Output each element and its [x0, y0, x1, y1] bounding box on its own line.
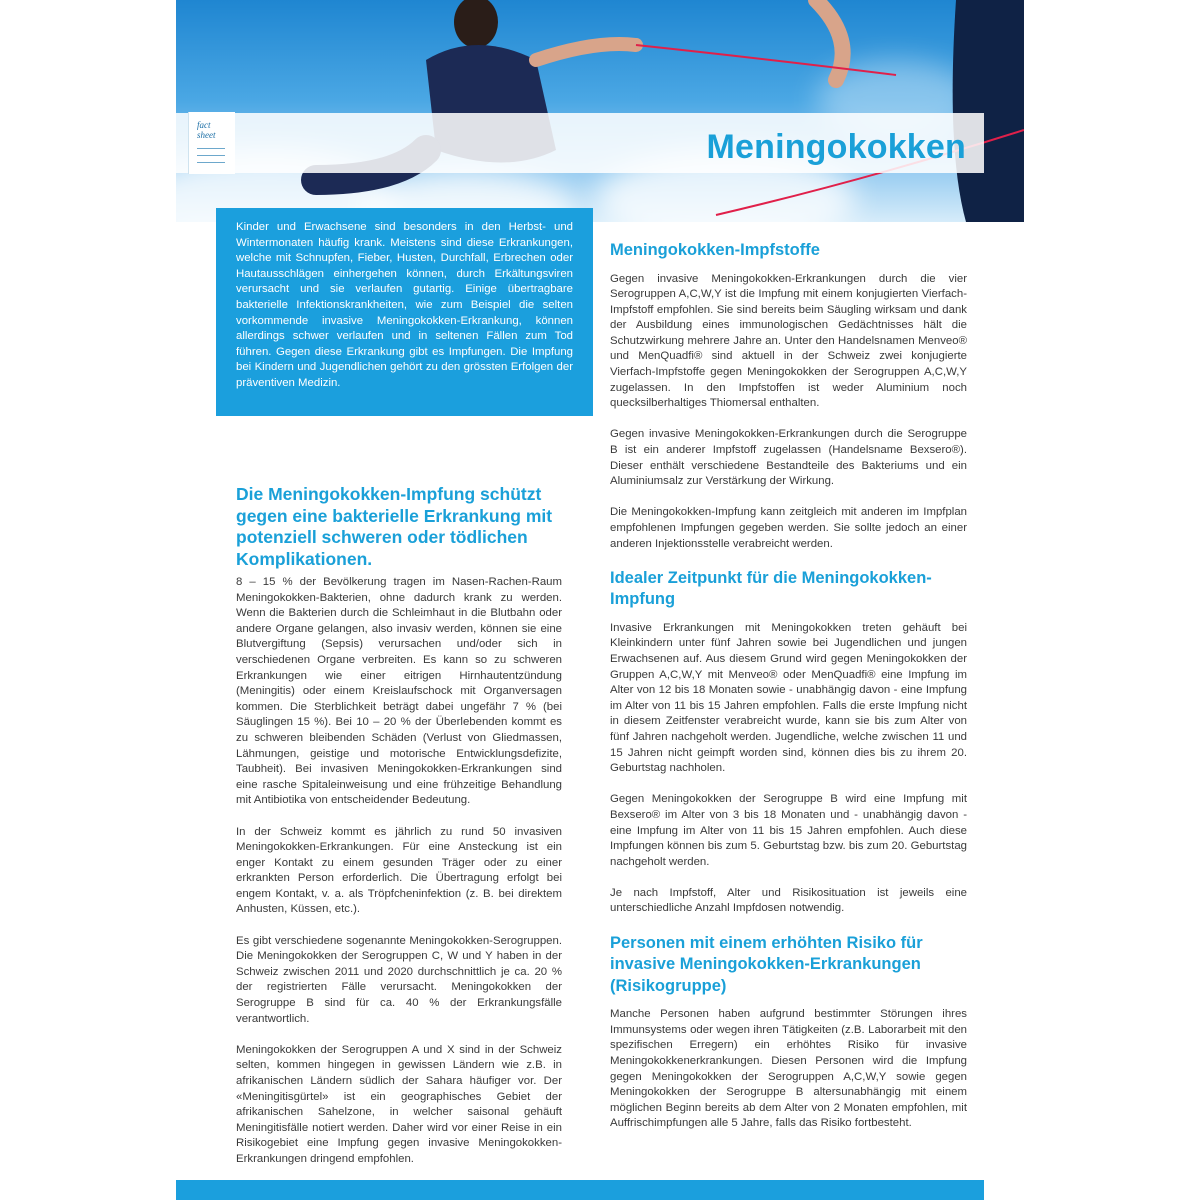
factsheet-word-fact: fact	[197, 120, 211, 130]
jump-rope-line	[636, 45, 896, 75]
hero-photo-illustration	[176, 0, 1024, 222]
paragraph: Manche Personen haben aufgrund bestimmter Störungen ihres Immunsystems oder wegen ihren Tätigkeiten (z.B. Laborarbeit mit den spezifischen Erregern) ein erhöhtes Risiko für invasive Meningokokkenerkrankungen. Diesen Personen wird die Impfung gegen Meningokokken der Serogruppen A,C,W,Y sowie gegen Meningokokken der Serogruppe B altersunabhängig mit einem möglichen Beginn bereits ab dem Alter von 2 Monaten empfohlen, mit Auffrischimpfungen alle 5 Jahre, falls das Risiko fortbesteht.	[610, 1008, 967, 1130]
person-head	[454, 0, 498, 48]
paragraph: Gegen Meningokokken der Serogruppe B wird eine Impfung mit Bexsero® im Alter von 3 bis 18 Monaten und - unabhängig davon - eine Impfung im Alter von 11 bis 15 Jahren empfohlen. Auch diese Impfungen können bis zum 5. Geburtstag bzw. bis zum 20. Geburtstag nachgeholt werden.	[610, 793, 967, 868]
factsheet-rule	[197, 162, 225, 163]
page-title: Meningokokken	[706, 128, 966, 166]
paragraph: Gegen invasive Meningokokken-Erkrankungen durch die vier Serogruppen A,C,W,Y ist die Impfung mit einem konjugierten Vierfach-Impfstoff empfohlen. Sie sind bereits beim Säugling wirksam und dank der Ausbildung eines immunologischen Gedächtnisses hält die Schutzwirkung mehrere Jahre an. Unter den Handelsnamen Menveo® und MenQuadfi® sind aktuell in der Schweiz zwei konjugierte Vierfach-Impfstoffe gegen Meningokokken der Serogruppen A,C,W,Y zugelassen. In den Impfstoffen ist weder Aluminium noch quecksilberhaltiges Thiomersal enthalten.	[610, 272, 967, 410]
paragraph: Die Meningokokken-Impfung kann zeitgleich mit anderen im Impfplan empfohlenen Impfungen gegeben werden. Sie sollte jedoch an einer anderen Injektionsstelle verabreicht werden.	[610, 506, 967, 550]
section-heading-impfstoffe: Meningokokken-Impfstoffe	[610, 241, 820, 259]
footer-bar	[176, 1180, 984, 1200]
section-heading-zeitpunkt: Idealer Zeitpunkt für die Meningokokken-Impfung	[610, 568, 932, 609]
paragraph: Gegen invasive Meningokokken-Erkrankungen durch die Serogruppe B ist ein anderer Impfstoff zugelassen (Handelsname Bexsero®). Dieser enthält verschiedene Bestandteile des Bakteriums und ein Aluminiumsalz zur Verstärkung der Wirkung.	[610, 428, 967, 488]
paragraph: Invasive Erkrankungen mit Meningokokken treten gehäuft bei Kleinkindern unter fünf Jahren sowie bei Jugendlichen und jungen Erwachsenen auf. Aus diesem Grund wird gegen Meningokokken der Gruppen A,C,W,Y mit Menveo® oder MenQuadfi® eine Impfung im Alter von 12 bis 18 Monaten sowie - unabhängig davon - eine Impfung im Alter von 11 bis 15 Jahren empfohlen. Falls die erste Impfung nicht in diesem Zeitfenster verabreicht wurde, kann sie bis zum Alter von fünf Jahren nachgeholt werden. Jugendliche, welche zwischen 11 und 15 Jahren nicht geimpft worden sind, können dies bis zu ihrem 20. Geburtstag nachholen.	[610, 621, 967, 775]
section-heading-risikogruppe: Personen mit einem erhöhten Risiko für invasive Meningokokken-Erkrankungen (Risikogruppe)	[610, 933, 923, 995]
factsheet-rule	[197, 148, 225, 149]
paragraph: Je nach Impfstoff, Alter und Risikosituation ist jeweils eine unterschiedliche Anzahl Impfdosen notwendig.	[610, 886, 967, 915]
left-column	[236, 484, 562, 1183]
right-column	[610, 240, 967, 1148]
factsheet-rule	[197, 155, 225, 156]
intro-box: Kinder und Erwachsene sind besonders in den Herbst- und Wintermonaten häufig krank. Meistens sind diese Erkrankungen, welche mit Schnupfen, Fieber, Husten, Durchfall, Erbrechen oder Hautausschlägen einhergehen können, durch Erkältungsviren verursacht und sie verlaufen gutartig. Einige übertragbare bakterielle Infektionskrankheiten, wie zum Beispiel die selten vorkommende invasive Meningokokken-Erkrankung, können allerdings schwer verlaufen und in seltenen Fällen zum Tod führen. Gegen diese Erkrankung gibt es Impfungen. Die Impfung bei Kindern und Jugendlichen gehört zu den grössten Erfolgen der präventiven Medizin.	[216, 208, 593, 416]
paragraph: In der Schweiz kommt es jährlich zu rund 50 invasiven Meningokokken-Erkrankungen. Für eine Ansteckung ist ein enger Kontakt zu einem gesunden Träger oder zu einer erkrankten Person erforderlich. Die Übertragung erfolgt bei engem Kontakt, v. a. als Tröpfcheninfektion (z. B. bei direktem Anhusten, Küssen, etc.).	[236, 825, 562, 916]
paragraph: Es gibt verschiedene sogenannte Meningokokken-Serogruppen. Die Meningokokken der Serogruppen C, W und Y haben in der Schweiz zwischen 2011 und 2020 durchschnittlich je ca. 20 % der registrierten Fälle verursacht. Meningokokken der Serogruppe B sind für ca. 40 % der Erkrankungsfälle verantwortlich.	[236, 934, 562, 1025]
paragraph: Meningokokken der Serogruppen A und X sind in der Schweiz selten, kommen hingegen in gewissen Ländern wie z.B. in afrikanischen Ländern südlich der Sahara häufiger vor. Der «Meningitisgürtel» ist ein geographisches Gebiet der afrikanischen Sahelzone, in welcher saisonal gehäuft Meningitisfälle notiert werden. Daher wird vor einer Reise in ein Risikogebiet eine Impfung gegen invasive Meningokokken-Erkrankungen dringend empfohlen.	[236, 1043, 562, 1165]
factsheet-logo	[188, 112, 235, 174]
hero-banner	[176, 0, 1024, 222]
paragraph: 8 – 15 % der Bevölkerung tragen im Nasen-Rachen-Raum Meningokokken-Bakterien, ohne dadurch krank zu werden. Wenn die Bakterien durch die Schleimhaut in die Blutbahn oder andere Organe gelangen, also invasiv werden, können sie eine Blutvergiftung (Sepsis) verursachen und/oder sich in verschiedenen Organe verbreiten. Es kann so zu schweren Erkrankungen wie einer eitrigen Hirnhautentzündung (Meningitis) oder einem Kreislaufschock mit Organversagen kommen. Die Sterblichkeit beträgt dabei ungefähr 7 % (bei Säuglingen 15 %). Bei 10 – 20 % der Überlebenden kommt es zu schweren bleibenden Schäden (Verlust von Gliedmassen, Lähmungen, geistige und motorische Entwicklungsdefizite, Taubheit). Bei invasiven Meningokokken-Erkrankungen sind eine rasche Spitaleinweisung und eine frühzeitige Behandlung mit Antibiotika von entscheidender Bedeutung.	[236, 576, 562, 807]
person-arm	[536, 44, 636, 60]
left-heading: Die Meningokokken-Impfung schützt gegen eine bakterielle Erkrankung mit potenziell schweren oder tödlichen Komplikationen.	[236, 484, 553, 569]
factsheet-word-sheet: sheet	[197, 130, 216, 140]
document-page	[176, 0, 1024, 1200]
second-person	[953, 0, 1024, 222]
